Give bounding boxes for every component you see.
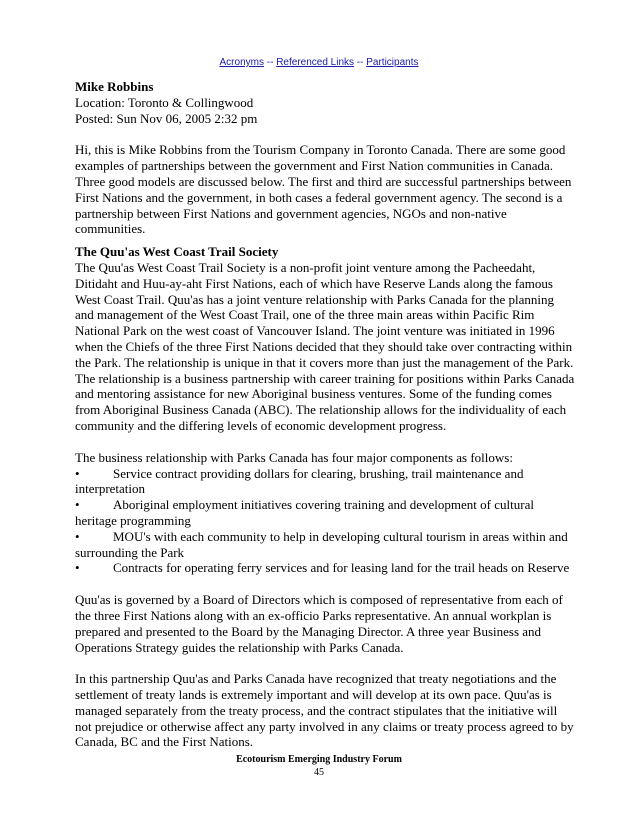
bullet-mark: • (75, 497, 80, 513)
author-name: Mike Robbins (75, 79, 154, 94)
bullet-mark: • (75, 465, 80, 481)
bullet-mark: • (75, 560, 80, 576)
referenced-links-link[interactable]: Referenced Links (276, 57, 355, 68)
nav-separator: -- (263, 57, 277, 68)
list-item-text: Contracts for operating ferry services and for leasing land for the trail heads on Reserve (113, 560, 570, 576)
list-item-text: MOU's with each community to help in developing cultural tourism in areas within and surrounding the Park (75, 528, 568, 560)
description-paragraph: The Quu'as West Coast Trail Society is a non-profit joint venture among the Pacheedaht, Ditidaht and Huu-ay-aht First Nations, each of which have Reserve Lands along the famous West Coast Trail. Quu'as has a joint venture relationship with Parks Canada for the planning and management of the West Coast Trail, one of the three main areas within Pacific Rim National Park on the west coast of Vancouver Island. The joint venture was initiated in 1996 when the Chiefs of the three First Nations decided that they should take over contracting within the Park. The relationship is unique in that it covers more than just the management of the Park. The relationship is a business partnership with career training for positions within Parks Canada and mentoring assistance for new Aboriginal business ventures. Some of the funding comes from Aboriginal Business Canada (ABC). The relationship allows for the individuality of each community and the differing levels of economic development progress. (75, 259, 575, 433)
list-item (75, 560, 575, 576)
author-location: Location: Toronto & Collingwood (75, 94, 254, 110)
top-navigation (0, 57, 638, 69)
list-item-text: Aboriginal employment initiatives covering training and development of cultural heritage programming (75, 497, 534, 528)
page-footer (0, 753, 638, 779)
governance-paragraph: Quu'as is governed by a Board of Directors which is composed of representative from each of the three First Nations along with an ex-officio Parks representative. An annual workplan is prepared and presented to the Board by the Managing Director. A three year Business and Operations Strategy guides the relationship with Parks Canada. (75, 592, 563, 655)
participants-link[interactable]: Participants (366, 57, 419, 68)
components-list (75, 466, 575, 577)
list-item (75, 466, 575, 498)
page-number: 45 (314, 767, 324, 778)
list-item-text: Service contract providing dollars for clearing, brushing, trail maintenance and interpretation (75, 465, 524, 497)
intro-paragraph: Hi, this is Mike Robbins from the Tourism Company in Toronto Canada. There are some good examples of partnerships between the government and First Nation communities in Canada. Three good models are discussed below. The first and third are successful partnerships between First Nations and the government, in both cases a federal government agency. The second is a partnership between First Nations and government agencies, NGOs and non-native communities. (75, 142, 572, 237)
nav-separator: -- (354, 57, 367, 68)
bullet-mark: • (75, 528, 80, 544)
components-intro: The business relationship with Parks Canada has four major components as follows: (75, 449, 513, 465)
acronyms-link[interactable]: Acronyms (219, 57, 264, 68)
list-item (75, 529, 575, 561)
list-item (75, 497, 575, 529)
post-body (75, 79, 575, 750)
section-heading: The Quu'as West Coast Trail Society (75, 244, 279, 260)
post-timestamp: Posted: Sun Nov 06, 2005 2:32 pm (75, 110, 258, 126)
footer-title: Ecotourism Emerging Industry Forum (236, 754, 402, 765)
treaty-paragraph: In this partnership Quu'as and Parks Canada have recognized that treaty negotiations and the settlement of treaty lands is extremely important and will develop at its own pace. Quu'as is managed separately from the treaty process, and the contract stipulates that the initiative will not prejudice or otherwise affect any party involved in any claims or treaty process agreed to by Canada, BC and the First Nations. (75, 671, 574, 750)
